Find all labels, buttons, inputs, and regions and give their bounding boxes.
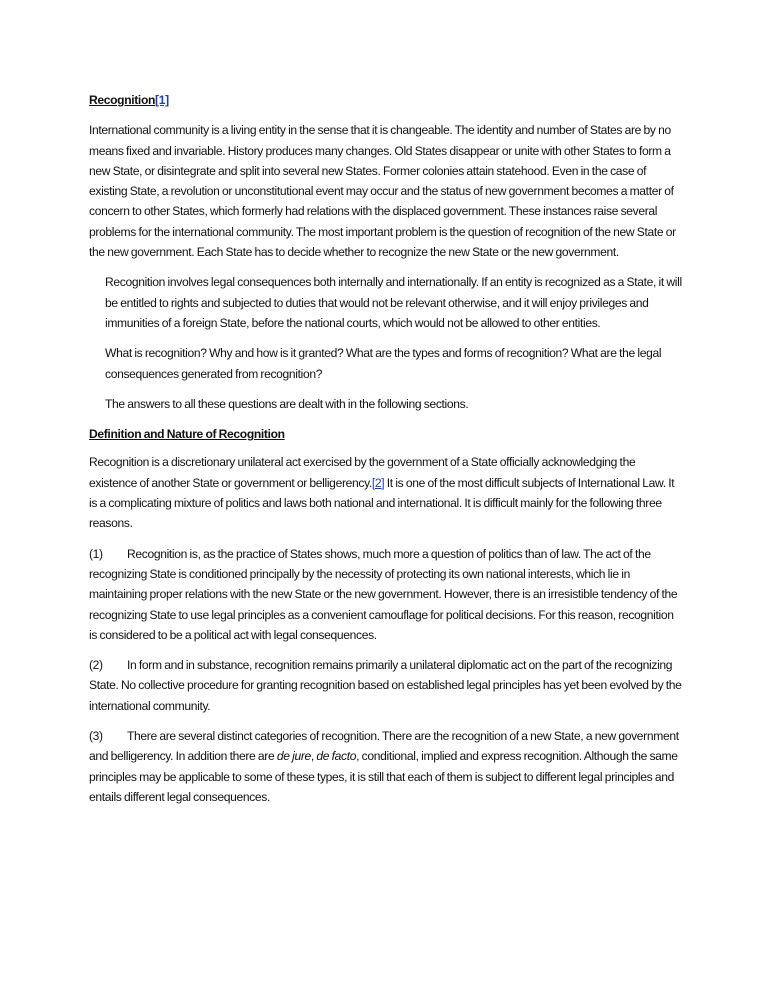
list-text-2: In form and in substance, recognition remains primarily a unilateral diplomatic act on the part of the recognizing State. No collective procedure for granting recognition based on established legal principles has yet been evolved by the international community. — [89, 658, 682, 713]
paragraph-answers: The answers to all these questions are dealt with in the following sections. — [105, 396, 469, 411]
paragraph-legal-consequences: Recognition involves legal consequences both internally and internationally. If an entity is recognized as a State, it will be entitled to rights and subjected to duties that would not be relevant otherwise, and it will enjoy privileges and immunities of a foreign State, before the national courts, which would not be allowed to other entities. — [105, 275, 682, 330]
list-number-2: (2) — [89, 658, 103, 673]
list-text-3b: , conditional, implied and express recognition. Although the same principles may be applicable to some of these types, it is still that each of them is subject to different legal principles and entails different legal consequences. — [89, 749, 678, 804]
paragraph-questions: What is recognition? Why and how is it granted? What are the types and forms of recognition? What are the legal consequences generated from recognition? — [105, 346, 662, 381]
title-text: Recognition — [89, 93, 156, 107]
footnote-link-2[interactable]: [2] — [371, 475, 385, 490]
list-number-3: (3) — [89, 729, 103, 744]
footnote-link-1[interactable]: [1] — [155, 93, 169, 107]
list-item-3 — [89, 726, 684, 807]
paragraph-intro: International community is a living entity in the sense that it is changeable. The identity and number of States are by no means fixed and invariable. History produces many changes. Old States disappear or unite with other States to form a new State, or disintegrate and split into several new States. Former colonies attain statehood. Even in the case of existing State, a revolution or unconstitutional event may occur and the status of new government becomes a matter of concern to other States, which formerly had relations with the displaced government. These instances raise several problems for the international community. The most important problem is the question of recognition of the new State or the new government. Each State has to decide whether to recognize the new State or the new government. — [89, 123, 676, 260]
term-de-jure: de jure — [276, 749, 311, 764]
list-text-3a: There are several distinct categories of recognition. There are the recognition of a new State, a new government and belligerency. In addition there are — [89, 729, 679, 764]
list-item-1 — [89, 544, 684, 645]
list-item-2 — [89, 655, 684, 716]
definition-text-b: It is one of the most difficult subjects of International Law. It is a complicating mixture of politics and laws both national and international. It is difficult mainly for the following three reasons. — [89, 475, 675, 531]
list-number-1: (1) — [89, 546, 103, 561]
list-text-1: Recognition is, as the practice of States shows, much more a question of politics than of law. The act of the recognizing State is conditioned principally by the necessity of protecting its own national interests, which lie in maintaining proper relations with the new State or the new government. However, there is an irresistible tendency of the recognizing State to use legal principles as a convenient camouflage for political decisions. For this reason, recognition is considered to be a political act with legal consequences. — [89, 546, 678, 642]
section-heading: Definition and Nature of Recognition — [89, 427, 285, 442]
page-title — [89, 90, 684, 110]
paragraph-definition — [89, 452, 684, 533]
list-text-3-sep: , — [310, 749, 317, 764]
term-de-facto: de facto — [316, 749, 357, 764]
definition-text-a: Recognition is a discretionary unilateral act exercised by the government of a State officially acknowledging the existence of another State or government or belligerency. — [89, 455, 636, 490]
